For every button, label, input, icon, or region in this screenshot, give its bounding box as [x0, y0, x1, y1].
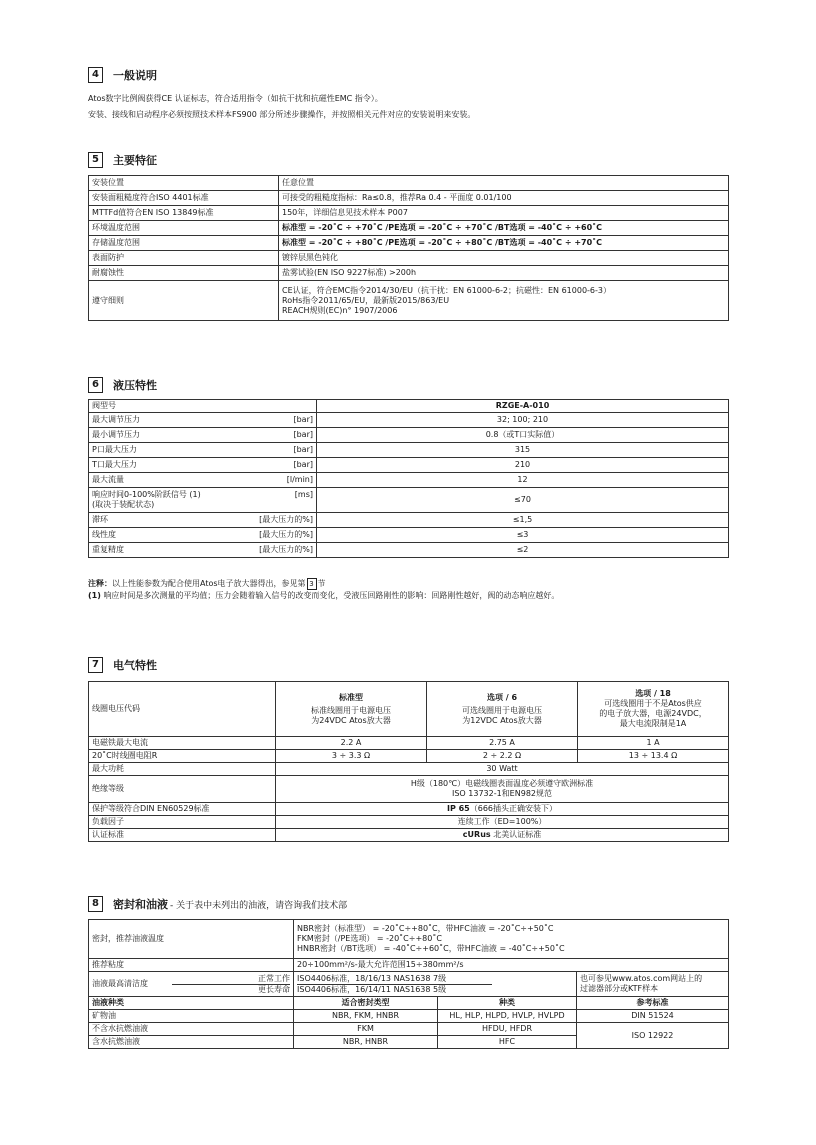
table-row — [89, 959, 729, 972]
clean-value: ISO4406标准，16/14/11 NAS1638 5级 — [297, 984, 447, 994]
table-cell: ISO 12922 — [577, 1023, 729, 1049]
table-row — [89, 528, 729, 543]
column-desc: 可选线圈用于不是Atos供应 — [604, 699, 702, 708]
table-cell — [577, 972, 729, 997]
table-cell: 含水抗燃油液 — [89, 1036, 294, 1049]
table-cell: 矿物油 — [89, 1010, 294, 1023]
column-title: 选项 / 18 — [635, 689, 671, 698]
insulation-line: H级（180℃）电磁线圈表面温度必须遵守欧洲标准 — [410, 779, 594, 788]
table-cell — [89, 528, 317, 543]
unit-label: [l/min] — [286, 475, 313, 484]
paragraph: Atos数字比例阀获得CE 认证标志，符合适用指令（如抗干扰和抗磁性EMC 指令）。 — [88, 94, 383, 103]
table-row — [89, 443, 729, 458]
column-desc: 最大电流限制是1A — [619, 719, 687, 728]
table-cell: 遵守细则 — [89, 281, 279, 321]
table-cell: 3 ÷ 3.3 Ω — [276, 750, 427, 763]
param-value: ≤2 — [317, 543, 729, 558]
clean-ref: 也可参见www.atos.com网站上的 — [580, 974, 703, 983]
compliance-line: RoHs指令2011/65/EU，最新版2015/863/EU — [282, 295, 450, 305]
ip-note: （666插头正确安装下） — [469, 804, 558, 813]
table-cell: 密封，推荐油液温度 — [89, 920, 294, 959]
column-title: 标准型 — [339, 692, 363, 702]
column-desc: 为24VDC Atos放大器 — [311, 715, 391, 725]
unit-label: [bar] — [293, 415, 313, 424]
table-cell: 30 Watt — [276, 763, 729, 776]
table-row — [89, 750, 729, 763]
section-ref: 3 — [307, 578, 317, 590]
note-text: 响应时间是多次测量的平均值；压力会随着输入信号的改变而变化，受液压回路刚性的影响：回路刚性越好，阀的动态响应越好。 — [103, 591, 560, 600]
table-cell: 镀锌层黑色钝化 — [279, 251, 729, 266]
seal-line: FKM密封（/PE选项） = -20˚C÷+80˚C — [297, 934, 442, 943]
section-number: 5 — [88, 152, 103, 168]
table-row — [89, 776, 729, 803]
table-cell — [276, 829, 729, 842]
table-cell: 阀型号 — [89, 400, 317, 413]
insulation-line: ISO 13732-1和EN982规范 — [451, 789, 552, 798]
unit-label: [bar] — [293, 445, 313, 454]
table-cell — [276, 776, 729, 803]
param-sublabel: (取决于装配状态) — [92, 500, 155, 509]
electrical-table — [88, 681, 729, 842]
table-cell — [89, 428, 317, 443]
table-cell — [89, 488, 317, 513]
table-cell — [276, 803, 729, 816]
table-cell — [89, 458, 317, 473]
column-header: 参考标准 — [577, 997, 729, 1010]
table-cell — [279, 281, 729, 321]
seals-fluids-table — [88, 919, 729, 1049]
param-value: 210 — [317, 458, 729, 473]
table-cell: 油液最高清洁度 — [89, 972, 209, 997]
table-cell: 任意位置 — [279, 176, 729, 191]
clean-sub: 正常工作 — [172, 974, 291, 985]
table-cell: 表面防护 — [89, 251, 279, 266]
table-cell: 环境温度范围 — [89, 221, 279, 236]
cert-mark: cURus — [462, 830, 491, 839]
section-5-heading — [88, 152, 157, 168]
column-header: 油液种类 — [89, 997, 294, 1010]
section-number: 8 — [88, 896, 103, 912]
param-label: 最大调节压力 — [92, 415, 140, 424]
table-row — [89, 972, 729, 997]
section-number: 4 — [88, 67, 103, 83]
table-cell: HL, HLP, HLPD, HVLP, HVLPD — [438, 1010, 577, 1023]
table-cell: 保护等级符合DIN EN60529标准 — [89, 803, 276, 816]
table-cell — [89, 513, 317, 528]
unit-label: [最大压力的%] — [259, 530, 313, 539]
table-cell: 绝缘等级 — [89, 776, 276, 803]
table-cell — [209, 972, 294, 997]
param-value: 0.8（或T口实际值） — [317, 428, 729, 443]
hydraulic-table — [88, 399, 729, 558]
section-number: 7 — [88, 657, 103, 673]
section-6-heading — [88, 377, 157, 393]
table-row — [89, 1010, 729, 1023]
table-header-row — [89, 400, 729, 413]
ip-rating: IP 65 — [446, 804, 470, 813]
clean-value: ISO4406标准，18/16/13 NAS1638 7级 — [297, 974, 492, 985]
table-row — [89, 737, 729, 750]
clean-ref: 过滤器部分或KTF样本 — [580, 984, 659, 993]
param-value: ≤3 — [317, 528, 729, 543]
table-row — [89, 488, 729, 513]
table-cell: 安装位置 — [89, 176, 279, 191]
section-title: 电气特性 — [113, 659, 157, 672]
table-row — [89, 176, 729, 191]
section-subtitle: - 关于表中未列出的油液，请咨询我们技术部 — [170, 900, 348, 911]
column-header: 种类 — [438, 997, 577, 1010]
seal-line: NBR密封（标准型） = -20˚C÷+80˚C，带HFC油液 = -20˚C÷+50˚C — [297, 924, 554, 933]
table-cell: 存储温度范围 — [89, 236, 279, 251]
table-cell — [89, 473, 317, 488]
column-desc: 的电子放大器，电源24VDC， — [599, 709, 707, 718]
table-cell: MTTFd值符合EN ISO 13849标准 — [89, 206, 279, 221]
table-row — [89, 206, 729, 221]
table-cell: 耐腐蚀性 — [89, 266, 279, 281]
unit-label: [ms] — [294, 490, 313, 499]
table-cell — [89, 413, 317, 428]
note-text: 节 — [317, 579, 326, 588]
table-cell: 连续工作（ED=100%） — [276, 816, 729, 829]
table-row — [89, 251, 729, 266]
column-desc: 标准线圈用于电源电压 — [311, 705, 391, 715]
section-title: 密封和油液 — [113, 898, 168, 911]
section-title: 主要特征 — [113, 154, 157, 167]
table-cell: 盐雾试验(EN ISO 9227标准) >200h — [279, 266, 729, 281]
table-cell: HFC — [438, 1036, 577, 1049]
compliance-line: REACH规则(EC)n° 1907/2006 — [282, 305, 398, 315]
table-cell: NBR, HNBR — [294, 1036, 438, 1049]
table-row — [89, 803, 729, 816]
section-4-text — [88, 91, 475, 123]
unit-label: [最大压力的%] — [259, 545, 313, 554]
table-cell: 20÷100mm²/s-最大允许范围15÷380mm²/s — [294, 959, 729, 972]
table-cell: 电磁铁最大电流 — [89, 737, 276, 750]
table-row — [89, 266, 729, 281]
coil-column — [578, 682, 729, 737]
coil-column — [276, 682, 427, 737]
seal-line: HNBR密封（/BT选项） = -40˚C÷+60˚C，带HFC油液 = -40˚C÷+50˚C — [297, 944, 565, 953]
table-cell: 2.75 A — [427, 737, 578, 750]
table-row — [89, 191, 729, 206]
section-4-heading — [88, 67, 157, 83]
column-desc: 可选线圈用于电源电压 — [462, 705, 542, 715]
unit-label: [最大压力的%] — [259, 515, 313, 524]
section-6-notes — [88, 578, 559, 602]
valve-model: RZGE-A-010 — [317, 400, 729, 413]
section-8-heading — [88, 896, 347, 912]
note-line — [88, 590, 559, 602]
section-title: 一般说明 — [113, 69, 157, 82]
table-cell: 标准型 = -20˚C ÷ +70˚C /PE选项 = -20˚C ÷ +70˚C /BT选项 = -40˚C ÷ +60˚C — [279, 221, 729, 236]
section-number: 6 — [88, 377, 103, 393]
param-value: ≤1,5 — [317, 513, 729, 528]
table-row — [89, 513, 729, 528]
table-cell: DIN 51524 — [577, 1010, 729, 1023]
table-cell: 认证标准 — [89, 829, 276, 842]
section-title: 液压特性 — [113, 379, 157, 392]
table-cell: FKM — [294, 1023, 438, 1036]
cert-text: 北美认证标准 — [490, 830, 542, 839]
paragraph: 安装、接线和启动程序必须按照技术样本FS900 部分所述步骤操作，并按照相关元件对应的安装说明来安装。 — [88, 110, 476, 119]
note-text: 以上性能参数为配合使用Atos电子放大器得出，参见第 — [112, 579, 306, 588]
param-value: ≤70 — [317, 488, 729, 513]
column-desc: 为12VDC Atos放大器 — [462, 715, 542, 725]
param-label: 滞环 — [92, 515, 108, 524]
table-cell: 13 ÷ 13.4 Ω — [578, 750, 729, 763]
clean-sub: 更长寿命 — [258, 984, 290, 994]
main-features-table — [88, 175, 729, 321]
note-line — [88, 578, 559, 590]
table-row — [89, 281, 729, 321]
compliance-line: CE认证，符合EMC指令2014/30/EU（抗干扰：EN 61000-6-2；抗磁性：EN 61000-6-3） — [282, 285, 611, 295]
param-label: 响应时间0-100%阶跃信号 (1) — [92, 490, 201, 499]
unit-label: [bar] — [293, 430, 313, 439]
param-label: 最小调节压力 — [92, 430, 140, 439]
table-cell: 可接受的粗糙度指标：Ra≤0.8，推荐Ra 0.4 - 平面度 0.01/100 — [279, 191, 729, 206]
param-label: 最大流量 — [92, 475, 124, 484]
table-row — [89, 763, 729, 776]
param-value: 12 — [317, 473, 729, 488]
unit-label: [bar] — [293, 460, 313, 469]
table-cell — [294, 972, 577, 997]
param-label: T口最大压力 — [92, 460, 137, 469]
note-label: 注释： — [88, 579, 112, 588]
table-header-row — [89, 997, 729, 1010]
table-cell: NBR, FKM, HNBR — [294, 1010, 438, 1023]
table-cell: 标准型 = -20˚C ÷ +80˚C /PE选项 = -20˚C ÷ +80˚C /BT选项 = -40˚C ÷ +70˚C — [279, 236, 729, 251]
table-row — [89, 236, 729, 251]
table-cell — [89, 543, 317, 558]
coil-column — [427, 682, 578, 737]
note-label: (1) — [88, 591, 101, 600]
table-cell: 线圈电压代码 — [89, 682, 276, 737]
param-label: 重复精度 — [92, 545, 124, 554]
table-cell: 2 ÷ 2.2 Ω — [427, 750, 578, 763]
table-row — [89, 413, 729, 428]
param-label: P口最大压力 — [92, 445, 137, 454]
table-cell: 推荐粘度 — [89, 959, 294, 972]
column-header: 适合密封类型 — [294, 997, 438, 1010]
table-cell: 2.2 A — [276, 737, 427, 750]
table-cell: 150年，详细信息见技术样本 P007 — [279, 206, 729, 221]
table-cell: HFDU, HFDR — [438, 1023, 577, 1036]
table-cell: 不含水抗燃油液 — [89, 1023, 294, 1036]
table-cell — [89, 443, 317, 458]
table-row — [89, 428, 729, 443]
table-row — [89, 920, 729, 959]
table-row — [89, 1023, 729, 1036]
table-cell: 负载因子 — [89, 816, 276, 829]
column-title: 选项 / 6 — [486, 692, 518, 702]
param-value: 32; 100; 210 — [317, 413, 729, 428]
table-cell: 20˚C时线圈电阻R — [89, 750, 276, 763]
table-header-row — [89, 682, 729, 737]
table-row — [89, 458, 729, 473]
section-7-heading — [88, 657, 157, 673]
table-row — [89, 473, 729, 488]
table-row — [89, 816, 729, 829]
param-value: 315 — [317, 443, 729, 458]
table-row — [89, 829, 729, 842]
table-cell: 安装面粗糙度符合ISO 4401标准 — [89, 191, 279, 206]
table-row — [89, 543, 729, 558]
table-row — [89, 221, 729, 236]
table-cell — [294, 920, 729, 959]
table-cell: 1 A — [578, 737, 729, 750]
param-label: 线性度 — [92, 530, 116, 539]
table-cell: 最大功耗 — [89, 763, 276, 776]
